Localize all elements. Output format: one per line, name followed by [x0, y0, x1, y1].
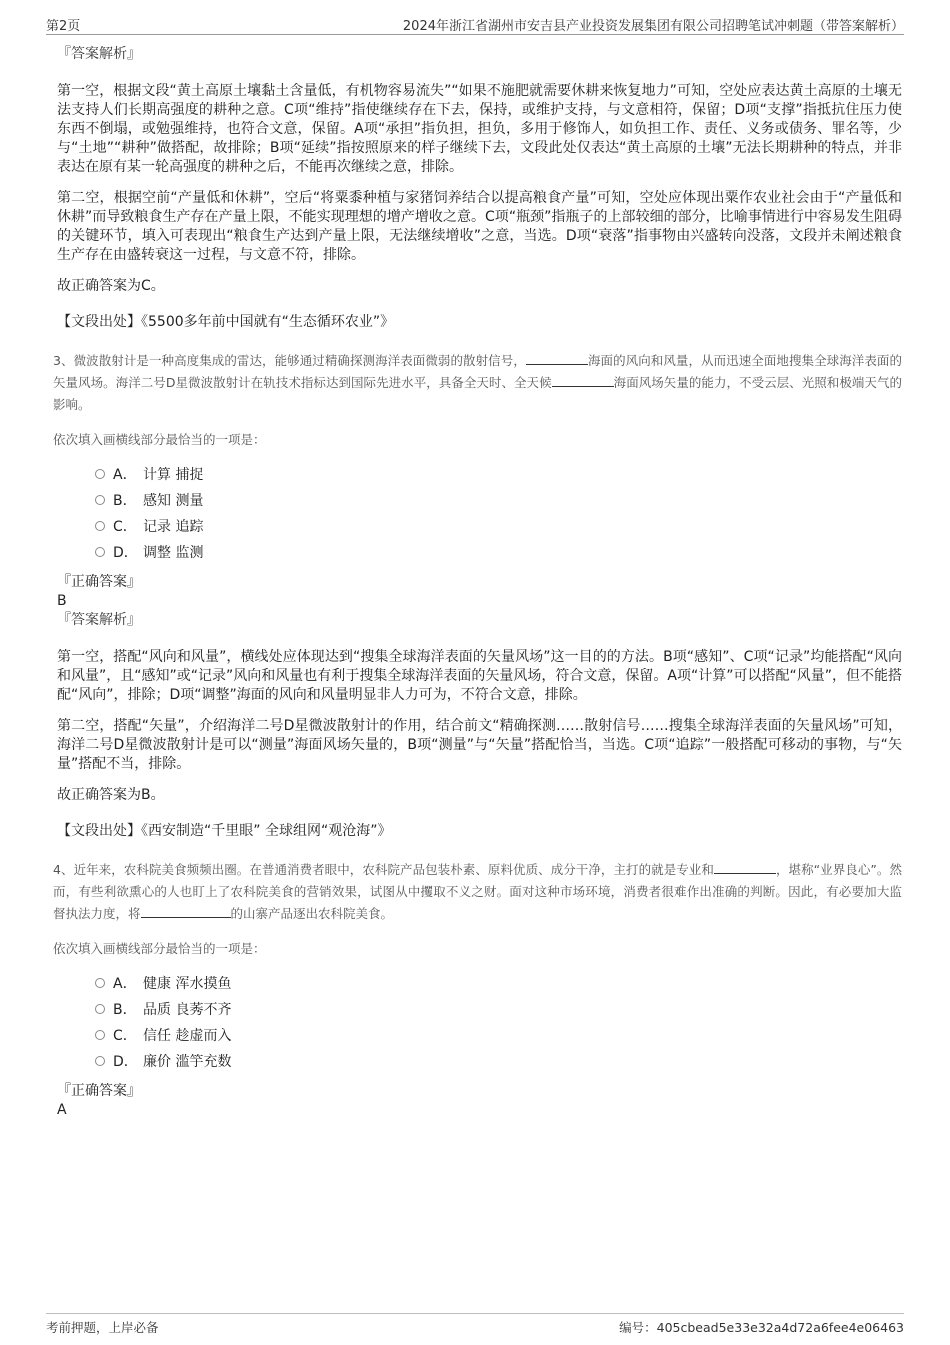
analysis-paragraph: 第一空，根据文段“黄土高原土壤黏土含量低，有机物容易流失”“如果不施肥就需要休耕来恢复地力”可知，空处应表达黄土高原的土壤无法支持人们长期高强度的耕种之意。C项“维持”指使继续存在下去，保持，或维护支持，与文意相符，保留；D项“支撑”指抵抗住压力使东西不倒塌，或勉强维持，也符合文意，保留。A项“承担”指负担，担负，多用于修饰人，如负担工作、责任、义务或债务、罪名等，少与“土地”“耕种”做搭配，故排除；B项“延续”指按照原来的样子继续下去，文段此处仅表达“黄土高原的土壤”无法长期耕种的特点，并非表达在原有某一轮高强度的耕种之后，不能再次继续之意，排除。: [57, 83, 902, 175]
answer-conclusion: 故正确答案为C。: [57, 278, 165, 294]
question-4-options: [95, 971, 902, 1075]
question-4-stem: 4、近年来，农科院美食频频出圈。在普通消费者眼中，农科院产品包装朴素、原料优质、成分干净，主打的就是专业和 ，堪称“业界良心”。然而，有些利欲熏心的人也盯上了农科院美食的营销效果，试图从中攫取不义之财。面对这种市场环境，消费者很难作出准确的判断。因此，有必要加大监督执法力度，将 的山寨产品逐出农科院美食。: [53, 859, 902, 925]
option-b[interactable]: B． 品质 良莠不齐: [95, 997, 902, 1023]
correct-answer: A: [57, 1102, 67, 1118]
fill-blank: [141, 903, 231, 918]
question-prompt: 依次填入画横线部分最恰当的一项是：: [53, 941, 266, 956]
radio-icon[interactable]: [95, 469, 105, 479]
analysis-paragraph: 第二空，根据空前“产量低和休耕”，空后“将粟黍种植与家猪饲养结合以提高粮食产量”可知，空处应体现出粟作农业社会由于“产量低和休耕”而导致粮食生产存在产量上限，不能实现理想的增产增收之意。C项“瓶颈”指瓶子的上部较细的部分，比喻事情进行中容易发生阻碍的关键环节，填入可表现出“粮食生产达到产量上限，无法继续增收”之意，当选。D项“衰落”指事物由兴盛转向没落，文段并未阐述粮食生产存在由盛转衰这一过程，与文意不符，排除。: [57, 190, 902, 263]
question-3-stem: 3、微波散射计是一种高度集成的雷达，能够通过精确探测海洋表面微弱的散射信号， 海面的风向和风量，从而迅速全面地搜集全球海洋表面的矢量风场。海洋二号D星微波散射计在轨技术指标达到国际先进水平，具备全天时、全天候 海面风场矢量的能力，不受云层、光照和极端天气的影响。: [53, 350, 902, 416]
source-citation: 【文段出处】《5500多年前中国就有“生态循环农业”》: [57, 314, 395, 330]
document-id: 编号：405cbead5e33e32a4d72a6fee4e06463: [619, 1320, 904, 1335]
radio-icon[interactable]: [95, 547, 105, 557]
main-content: [53, 44, 902, 1119]
fill-blank: [714, 859, 776, 874]
option-b[interactable]: B． 感知 测量: [95, 488, 902, 514]
footer-slogan: 考前押题，上岸必备: [46, 1320, 159, 1335]
option-d[interactable]: D． 廉价 滥竽充数: [95, 1049, 902, 1075]
page-header: [46, 12, 904, 35]
radio-icon[interactable]: [95, 1030, 105, 1040]
source-citation: 【文段出处】《西安制造“千里眼” 全球组网“观沧海”》: [57, 823, 392, 839]
radio-icon[interactable]: [95, 495, 105, 505]
analysis-paragraph: 第二空，搭配“矢量”，介绍海洋二号D星微波散射计的作用，结合前文“精确探测……散射信号……搜集全球海洋表面的矢量风场”可知，海洋二号D星微波散射计是可以“测量”海面风场矢量的，B项“测量”与“矢量”搭配恰当，当选。C项“追踪”一般搭配可移动的事物，与“矢量”搭配不当，排除。: [57, 718, 902, 772]
fill-blank: [526, 350, 588, 365]
analysis-tag: 『答案解析』: [57, 612, 141, 628]
fill-blank: [552, 372, 614, 387]
radio-icon[interactable]: [95, 521, 105, 531]
option-c[interactable]: C． 记录 追踪: [95, 514, 902, 540]
analysis-paragraph: 第一空，搭配“风向和风量”，横线处应体现达到“搜集全球海洋表面的矢量风场”这一目的的方法。B项“感知”、C项“记录”均能搭配“风向和风量”，且“感知”或“记录”风向和风量也有利于搜集全球海洋表面的矢量风场，符合文意，保留。A项“计算”可以搭配“风量”，但不能搭配“风向”，排除；D项“调整”海面的风向和风量明显非人力可为，不符合文意，排除。: [57, 649, 902, 703]
question-prompt: 依次填入画横线部分最恰当的一项是：: [53, 432, 266, 447]
option-c[interactable]: C． 信任 趁虚而入: [95, 1023, 902, 1049]
radio-icon[interactable]: [95, 1056, 105, 1066]
option-a[interactable]: A． 健康 浑水摸鱼: [95, 971, 902, 997]
page-footer: [46, 1313, 904, 1335]
page-number: 第2页: [46, 19, 81, 34]
document-title: 2024年浙江省湖州市安吉县产业投资发展集团有限公司招聘笔试冲刺题（带答案解析）: [402, 19, 904, 34]
question-3-options: [95, 462, 902, 566]
correct-answer-tag: 『正确答案』: [57, 574, 141, 590]
answer-conclusion: 故正确答案为B。: [57, 787, 165, 803]
radio-icon[interactable]: [95, 1004, 105, 1014]
correct-answer: B: [57, 593, 67, 609]
option-d[interactable]: D． 调整 监测: [95, 540, 902, 566]
option-a[interactable]: A． 计算 捕捉: [95, 462, 902, 488]
analysis-tag: 『答案解析』: [57, 46, 141, 62]
radio-icon[interactable]: [95, 978, 105, 988]
correct-answer-tag: 『正确答案』: [57, 1083, 141, 1099]
